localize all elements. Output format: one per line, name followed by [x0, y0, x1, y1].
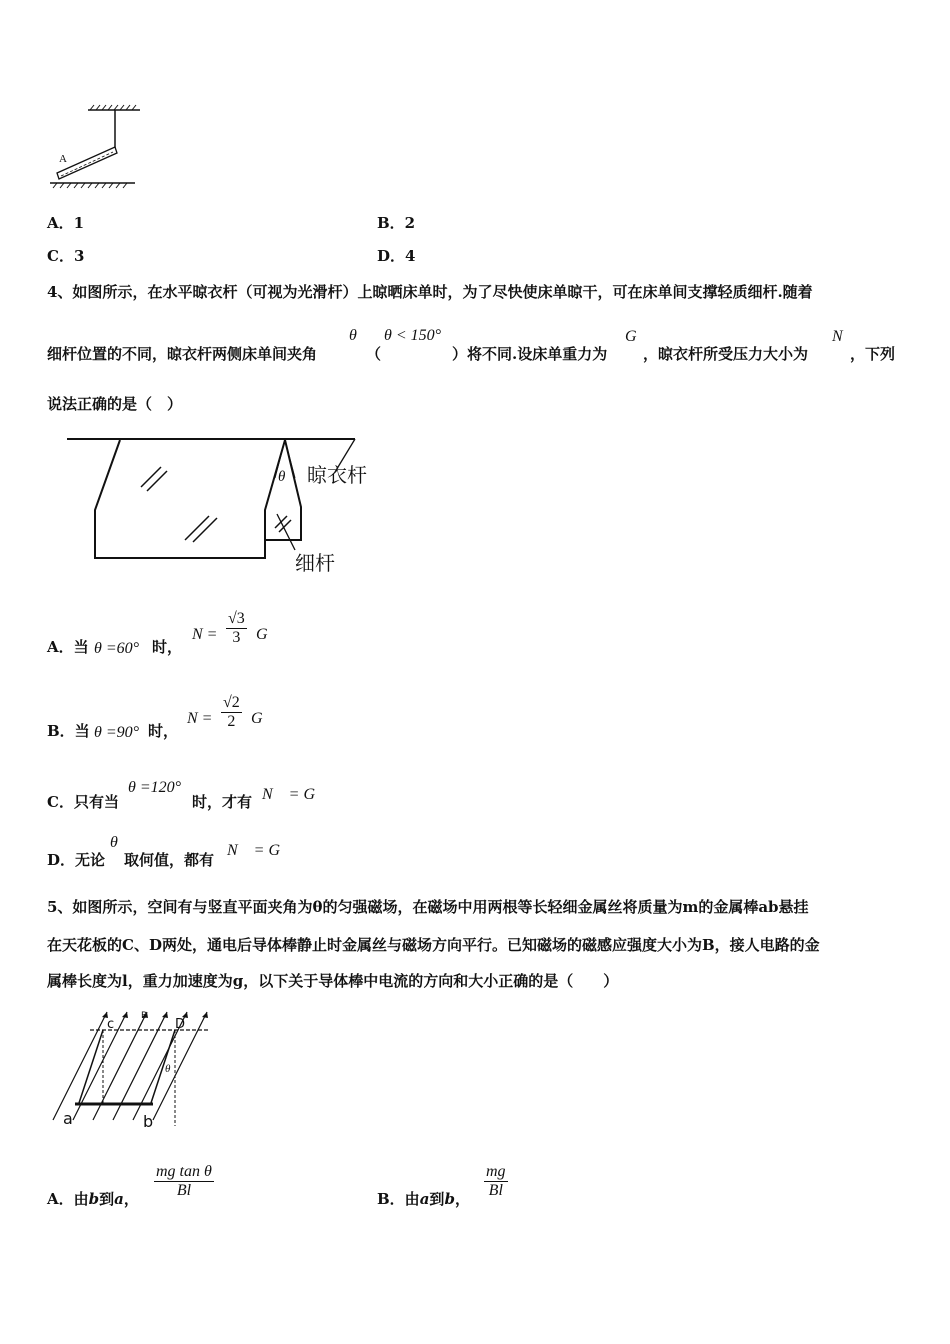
- q4-option-a-g: G: [256, 626, 268, 643]
- q3-option-c[interactable]: C．3: [47, 247, 85, 265]
- q4-option-b-denominator: 2: [227, 713, 236, 730]
- q3-option-d[interactable]: D．4: [377, 247, 416, 265]
- q5-figure-label-b: b: [143, 1112, 154, 1131]
- q4-option-c-condition: θ =120°: [128, 779, 182, 796]
- q4-option-b-lhs: N =: [187, 710, 213, 727]
- q4-option-a-mid: 时，: [152, 638, 183, 656]
- q4-n-symbol: N: [832, 328, 843, 345]
- q4-option-a-denominator: 3: [232, 629, 241, 646]
- q5-figure-label-b-field: B: [141, 1011, 148, 1021]
- q4-g-symbol: G: [625, 328, 637, 345]
- q4-option-a-condition: θ =60°: [94, 640, 140, 657]
- q4-option-d-equation: N = G: [227, 842, 281, 859]
- q4-stem-line2-c: ）将不同.设床单重力为: [452, 345, 608, 363]
- q4-option-a-prefix[interactable]: A．当: [47, 638, 89, 656]
- q4-figure-label-stick: 细杆: [295, 551, 335, 575]
- q4-stem-line3: 说法正确的是（ ）: [47, 395, 183, 413]
- q4-option-b-condition: θ =90°: [94, 724, 140, 741]
- q4-option-a-numerator: √3: [228, 610, 245, 627]
- q4-stem-line2-d: ，晾衣杆所受压力大小为: [643, 345, 809, 363]
- q5-option-a-comma: ，: [123, 1190, 139, 1208]
- q5-stem-line2: 在天花板的C、D两处，通电后导体棒静止时金属丝与磁场方向平行。已知磁场的磁感应强度大小为B，接人电路的金: [47, 936, 820, 954]
- q5-option-a-prefix: A．由: [47, 1190, 89, 1208]
- q4-option-c-equation: N = G: [262, 786, 316, 803]
- q3-figure-label-a: A: [59, 153, 67, 165]
- q4-option-b-numerator: √2: [223, 694, 240, 711]
- q5-figure-label-d: D: [175, 1017, 186, 1032]
- q4-figure: [65, 432, 385, 582]
- q4-option-b-mid: 时，: [148, 722, 179, 740]
- q5-figure-label-theta: θ: [165, 1063, 171, 1075]
- q4-figure-theta: θ: [278, 469, 286, 485]
- q3-option-a[interactable]: A．1: [47, 214, 85, 232]
- q5-option-a-denominator: Bl: [176, 1182, 192, 1199]
- q5-option-b-fraction: [484, 1163, 508, 1200]
- q5-option-a-numerator: mg tan θ: [156, 1163, 212, 1180]
- q5-option-b-to-word: 到: [429, 1190, 445, 1208]
- q4-option-d-prefix[interactable]: D．无论: [47, 851, 106, 869]
- q5-option-a-to: a: [114, 1190, 124, 1208]
- q5-figure-label-c: c: [107, 1017, 115, 1032]
- q5-option-b-denominator: Bl: [488, 1182, 503, 1199]
- q4-option-a-lhs: N =: [192, 626, 218, 643]
- q4-stem-line2-a: 细杆位置的不同，晾衣杆两侧床单间夹角: [47, 345, 318, 363]
- q5-stem-line1: 5、如图所示，空间有与竖直平面夹角为θ的匀强磁场，在磁场中用两根等长轻细金属丝将质量为m的金属棒ab悬挂: [47, 898, 809, 916]
- q4-theta-condition: θ < 150°: [384, 327, 442, 344]
- q4-theta-symbol: θ: [349, 327, 357, 344]
- q5-option-b-comma: ，: [454, 1190, 470, 1208]
- q5-option-a-from: b: [88, 1190, 100, 1208]
- q3-figure: [45, 104, 145, 194]
- q4-option-c-mid: 时，才有: [192, 793, 253, 811]
- q5-option-b-from: a: [419, 1190, 430, 1208]
- q4-figure-label-rod: 晾衣杆: [307, 463, 367, 487]
- q4-stem-line2-e: ，下列: [850, 345, 896, 363]
- q5-figure-label-a: a: [63, 1109, 73, 1128]
- q4-option-b-prefix[interactable]: B．当: [47, 722, 90, 740]
- q5-option-b-to: b: [444, 1190, 455, 1208]
- q4-option-d-mid: 取何值，都有: [124, 851, 215, 869]
- q4-option-b-g: G: [251, 710, 263, 727]
- q4-option-a-fraction: [226, 610, 247, 647]
- q4-stem-line1: 4、如图所示，在水平晾衣杆（可视为光滑杆）上晾晒床单时，为了尽快使床单晾干，可在床单间支撑轻质细杆.随着: [47, 283, 813, 301]
- q4-option-b-fraction: [221, 694, 242, 731]
- q5-stem-line3: 属棒长度为l，重力加速度为g，以下关于导体棒中电流的方向和大小正确的是（ ）: [47, 972, 619, 990]
- q5-option-b-prefix: B．由: [377, 1190, 420, 1208]
- q4-option-d-theta: θ: [110, 834, 118, 851]
- q5-option-a-to-word: 到: [99, 1190, 115, 1208]
- q5-option-b-numerator: mg: [486, 1163, 506, 1180]
- q4-option-c-prefix[interactable]: C．只有当: [47, 793, 119, 811]
- q5-option-b[interactable]: [377, 1188, 470, 1209]
- q4-stem-line2-b: （: [366, 345, 382, 363]
- q5-option-a-fraction: [154, 1163, 214, 1200]
- q3-option-b[interactable]: B．2: [377, 214, 416, 232]
- q5-figure: [45, 1008, 215, 1133]
- q5-option-a[interactable]: [47, 1188, 139, 1209]
